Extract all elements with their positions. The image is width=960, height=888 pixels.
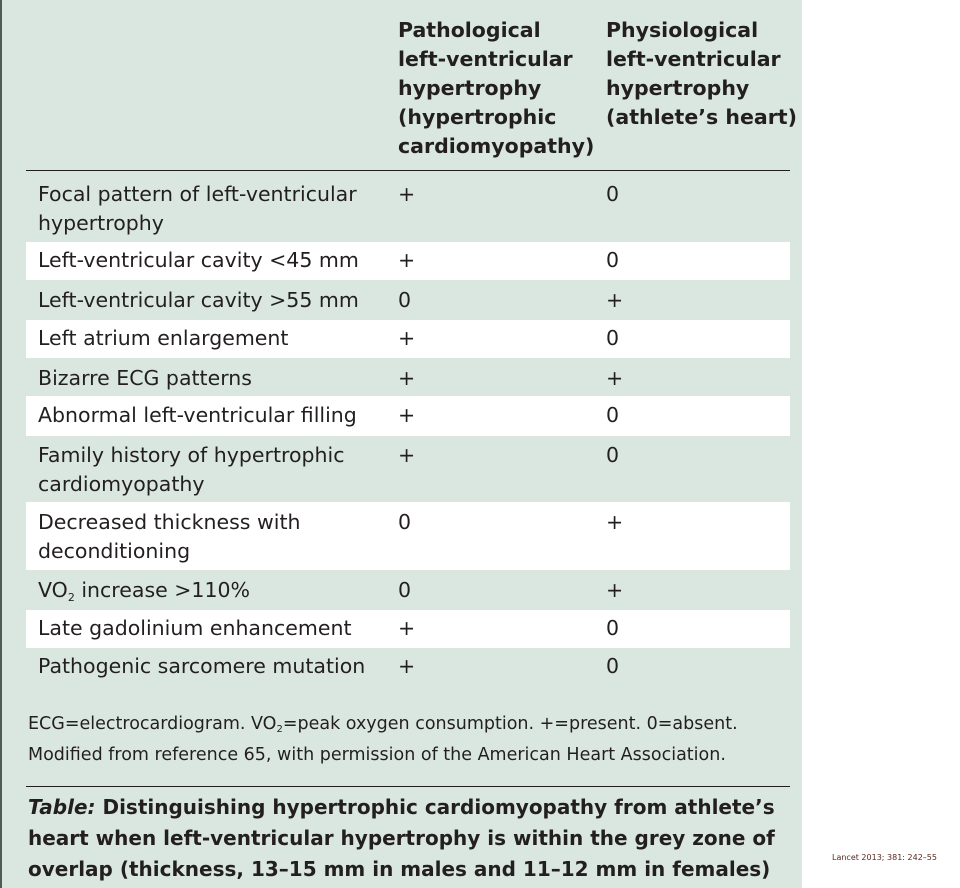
row-label: Bizarre ECG patterns — [38, 366, 252, 390]
table-footnote — [28, 710, 788, 769]
pathological-value: + — [398, 403, 416, 427]
physiological-value: 0 — [606, 616, 620, 640]
table-row — [26, 320, 790, 358]
pathological-value: + — [398, 616, 416, 640]
header-pathological: Pathological left-ventricular hypertrophy (hypertrophic cardiomyopathy) — [398, 18, 595, 158]
pathological-value: + — [398, 182, 416, 206]
row-label: Left-ventricular cavity >55 mm — [38, 288, 359, 312]
vo-text: VO — [38, 578, 68, 602]
table-row — [26, 610, 790, 648]
footnote-definitions: =peak oxygen consumption. +=present. 0=absent. — [282, 714, 738, 734]
table-row — [26, 570, 790, 608]
footnote-line-1 — [28, 710, 788, 741]
physiological-value: + — [606, 288, 624, 312]
row-label: Left atrium enlargement — [38, 326, 289, 350]
vo-subscript: 2 — [67, 591, 75, 604]
caption-text: Distinguishing hypertrophic cardiomyopathy from athlete’s heart when left-ventricular hypertrophy is within the grey zone of overlap (thickness, 13–15 mm in males and 11–12 mm in females) — [28, 795, 775, 881]
journal-citation: Lancet 2013; 381: 242–55 — [832, 853, 937, 862]
footnote-abbrev: ECG=electrocardiogram. VO — [28, 714, 277, 734]
row-label: Pathogenic sarcomere mutation — [38, 654, 366, 678]
row-label: Abnormal left-ventricular filling — [38, 403, 357, 427]
pathological-value: + — [398, 248, 416, 272]
table-row — [26, 242, 790, 280]
physiological-value: 0 — [606, 248, 620, 272]
vo-suffix: increase >110% — [74, 578, 251, 602]
pathological-value: + — [398, 654, 416, 678]
physiological-value: 0 — [606, 654, 620, 678]
header-divider — [26, 170, 790, 171]
header-physiological: Physiological left-ventricular hypertrophy (athlete’s heart) — [606, 18, 797, 129]
pathological-value: + — [398, 326, 416, 350]
physiological-value: + — [606, 366, 624, 390]
table-row — [26, 358, 790, 396]
row-label: Decreased thickness with deconditioning — [38, 510, 301, 563]
row-label: Family history of hypertrophic cardiomyopathy — [38, 443, 345, 496]
pathological-value: 0 — [398, 510, 412, 534]
footnote-subscript: 2 — [276, 724, 283, 735]
pathological-value: 0 — [398, 578, 412, 602]
row-label — [38, 576, 388, 608]
pathological-value: + — [398, 443, 416, 467]
table-row — [26, 172, 790, 240]
footnote-line-2: Modified from reference 65, with permission of the American Heart Association. — [28, 745, 726, 765]
physiological-value: 0 — [606, 326, 620, 350]
table-row — [26, 648, 790, 688]
row-label: Left-ventricular cavity <45 mm — [38, 248, 359, 272]
table-row — [26, 436, 790, 502]
pathological-value: + — [398, 366, 416, 390]
physiological-value: 0 — [606, 443, 620, 467]
table-caption — [28, 792, 798, 885]
caption-divider — [26, 786, 790, 787]
physiological-value: 0 — [606, 182, 620, 206]
table-row — [26, 396, 790, 436]
table-row — [26, 502, 790, 570]
physiological-value: + — [606, 578, 624, 602]
caption-label: Table: — [28, 795, 96, 819]
physiological-value: + — [606, 510, 624, 534]
physiological-value: 0 — [606, 403, 620, 427]
table-row — [26, 282, 790, 320]
row-label: Late gadolinium enhancement — [38, 616, 352, 640]
pathological-value: 0 — [398, 288, 412, 312]
row-label: Focal pattern of left-ventricular hypertrophy — [38, 182, 357, 235]
